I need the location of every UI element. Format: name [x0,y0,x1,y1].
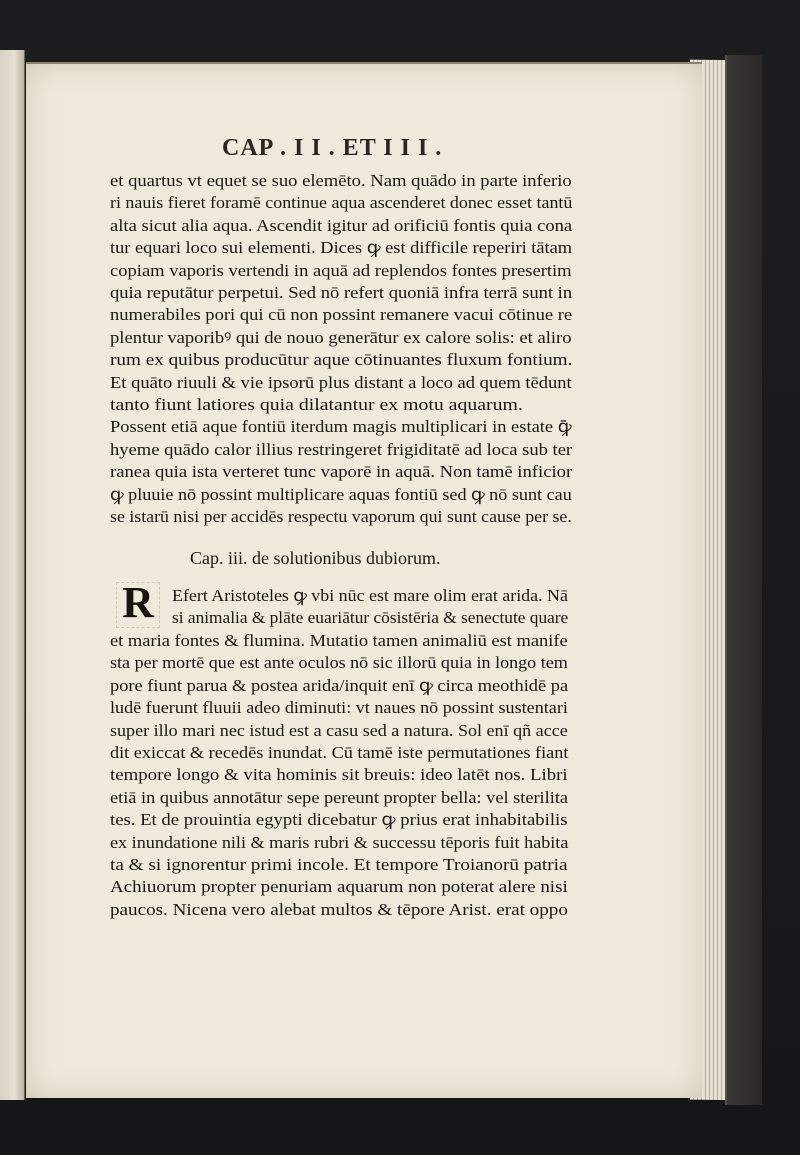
text-line: rum ex quibus producūtur aque cōtinuantes fluxum fontium. [110,350,573,370]
text-line: quia reputātur perpetui. Sed nō refert quoniā infra terrā sunt in [110,283,573,302]
text-line: tes. Et de prouintia egypti dicebatur ꝙ prius erat inhabitabilis [110,810,568,830]
text-line: ta & si ignorentur primi incole. Et tempore Troianorū patria [110,855,568,874]
text-line: plentur vaporibꝰ qui de nouo generātur ex calore solis: et aliro [110,327,572,347]
text-line: se istarū nisi per accidēs respectu vaporum qui sunt cause per se. [110,507,572,526]
text-line: si animalia & plāte euariātur cōsistēria & senectute quare [172,608,569,628]
text-line: copiam vaporis vertendi in aquā ad replendos fontes presertim [110,260,572,280]
text-line: ex inundatione nili & maris rubri & successu tēporis fuit habita [110,832,569,852]
text-line: ri nauis fieret foramē continue aqua ascenderet donec esset tantū [110,193,573,213]
text-line: Achiuorum propter penuriam aquarum non poterat alere nisi [110,877,568,897]
text-line: ranea quia ista verteret tunc vaporē in aquā. Non tamē inficior [110,462,573,482]
text-line: alta sicut alia aqua. Ascendit igitur ad orificiū fontis quia cona [110,215,573,235]
book-cover-edge [725,55,762,1105]
text-line: numerabiles pori qui cū non possint remanere vacui cōtinue re [110,305,573,325]
text-line: super illo mari nec istud est a casu sed a natura. Sol enī qñ acce [110,720,568,740]
chapter-heading: CAP . I I . ET I I I . [222,135,443,161]
text-line: Possent etiā aque fontiū iterdum magis multiplicari in estate ꝙ̄ [110,417,572,437]
text-line: tempore longo & vita hominis sit breuis: ideo latēt nos. Libri [110,765,568,785]
section-subheading: Cap. iii. de solutionibus dubiorum. [190,548,441,568]
text-line: hyeme quādo calor illius restringeret frigiditatē ad loca sub ter [110,439,573,459]
initial-letter: R [122,578,154,627]
text-line: tur equari loco sui elementi. Dices ꝙ est difficile reperiri tātam [110,238,573,258]
text-line: dit exiccat & recedēs inundat. Cū tamē iste permutationes fiant [110,743,569,762]
previous-page-edge [0,50,25,1100]
text-line: tanto fiunt latiores quia dilatantur ex motu aquarum. [110,395,523,414]
text-line: et quartus vt equet se suo elemēto. Nam quādo in parte inferio [110,171,572,190]
text-line: Efert Aristoteles ꝙ vbi nūc est mare olim erat arida. Nā [172,586,568,605]
text-line: ludē fuerunt fluuii adeo diminuti: vt naues nō possint sustentari [110,698,568,718]
text-line: ꝙ pluuie nō possint multiplicare aquas fontiū sed ꝙ nō sunt cau [110,484,572,504]
text-line: etiā in quibus annotātur sepe pereunt propter bella: vel sterilita [110,787,569,807]
text-line: Et quāto riuuli & vie ipsorū plus distant a loco ad quem tēdunt [110,372,572,392]
text-line: paucos. Nicena vero alebat multos & tēpore Arist. erat oppo [110,899,568,919]
text-line: pore fiunt parua & postea arida/inquit enī ꝙ circa meothidē pa [110,675,569,695]
text-line: sta per mortē que est ante oculos nō sic illorū quia in longo tem [110,653,568,673]
text-line: et maria fontes & flumina. Mutatio tamen animaliū est manife [110,631,568,650]
